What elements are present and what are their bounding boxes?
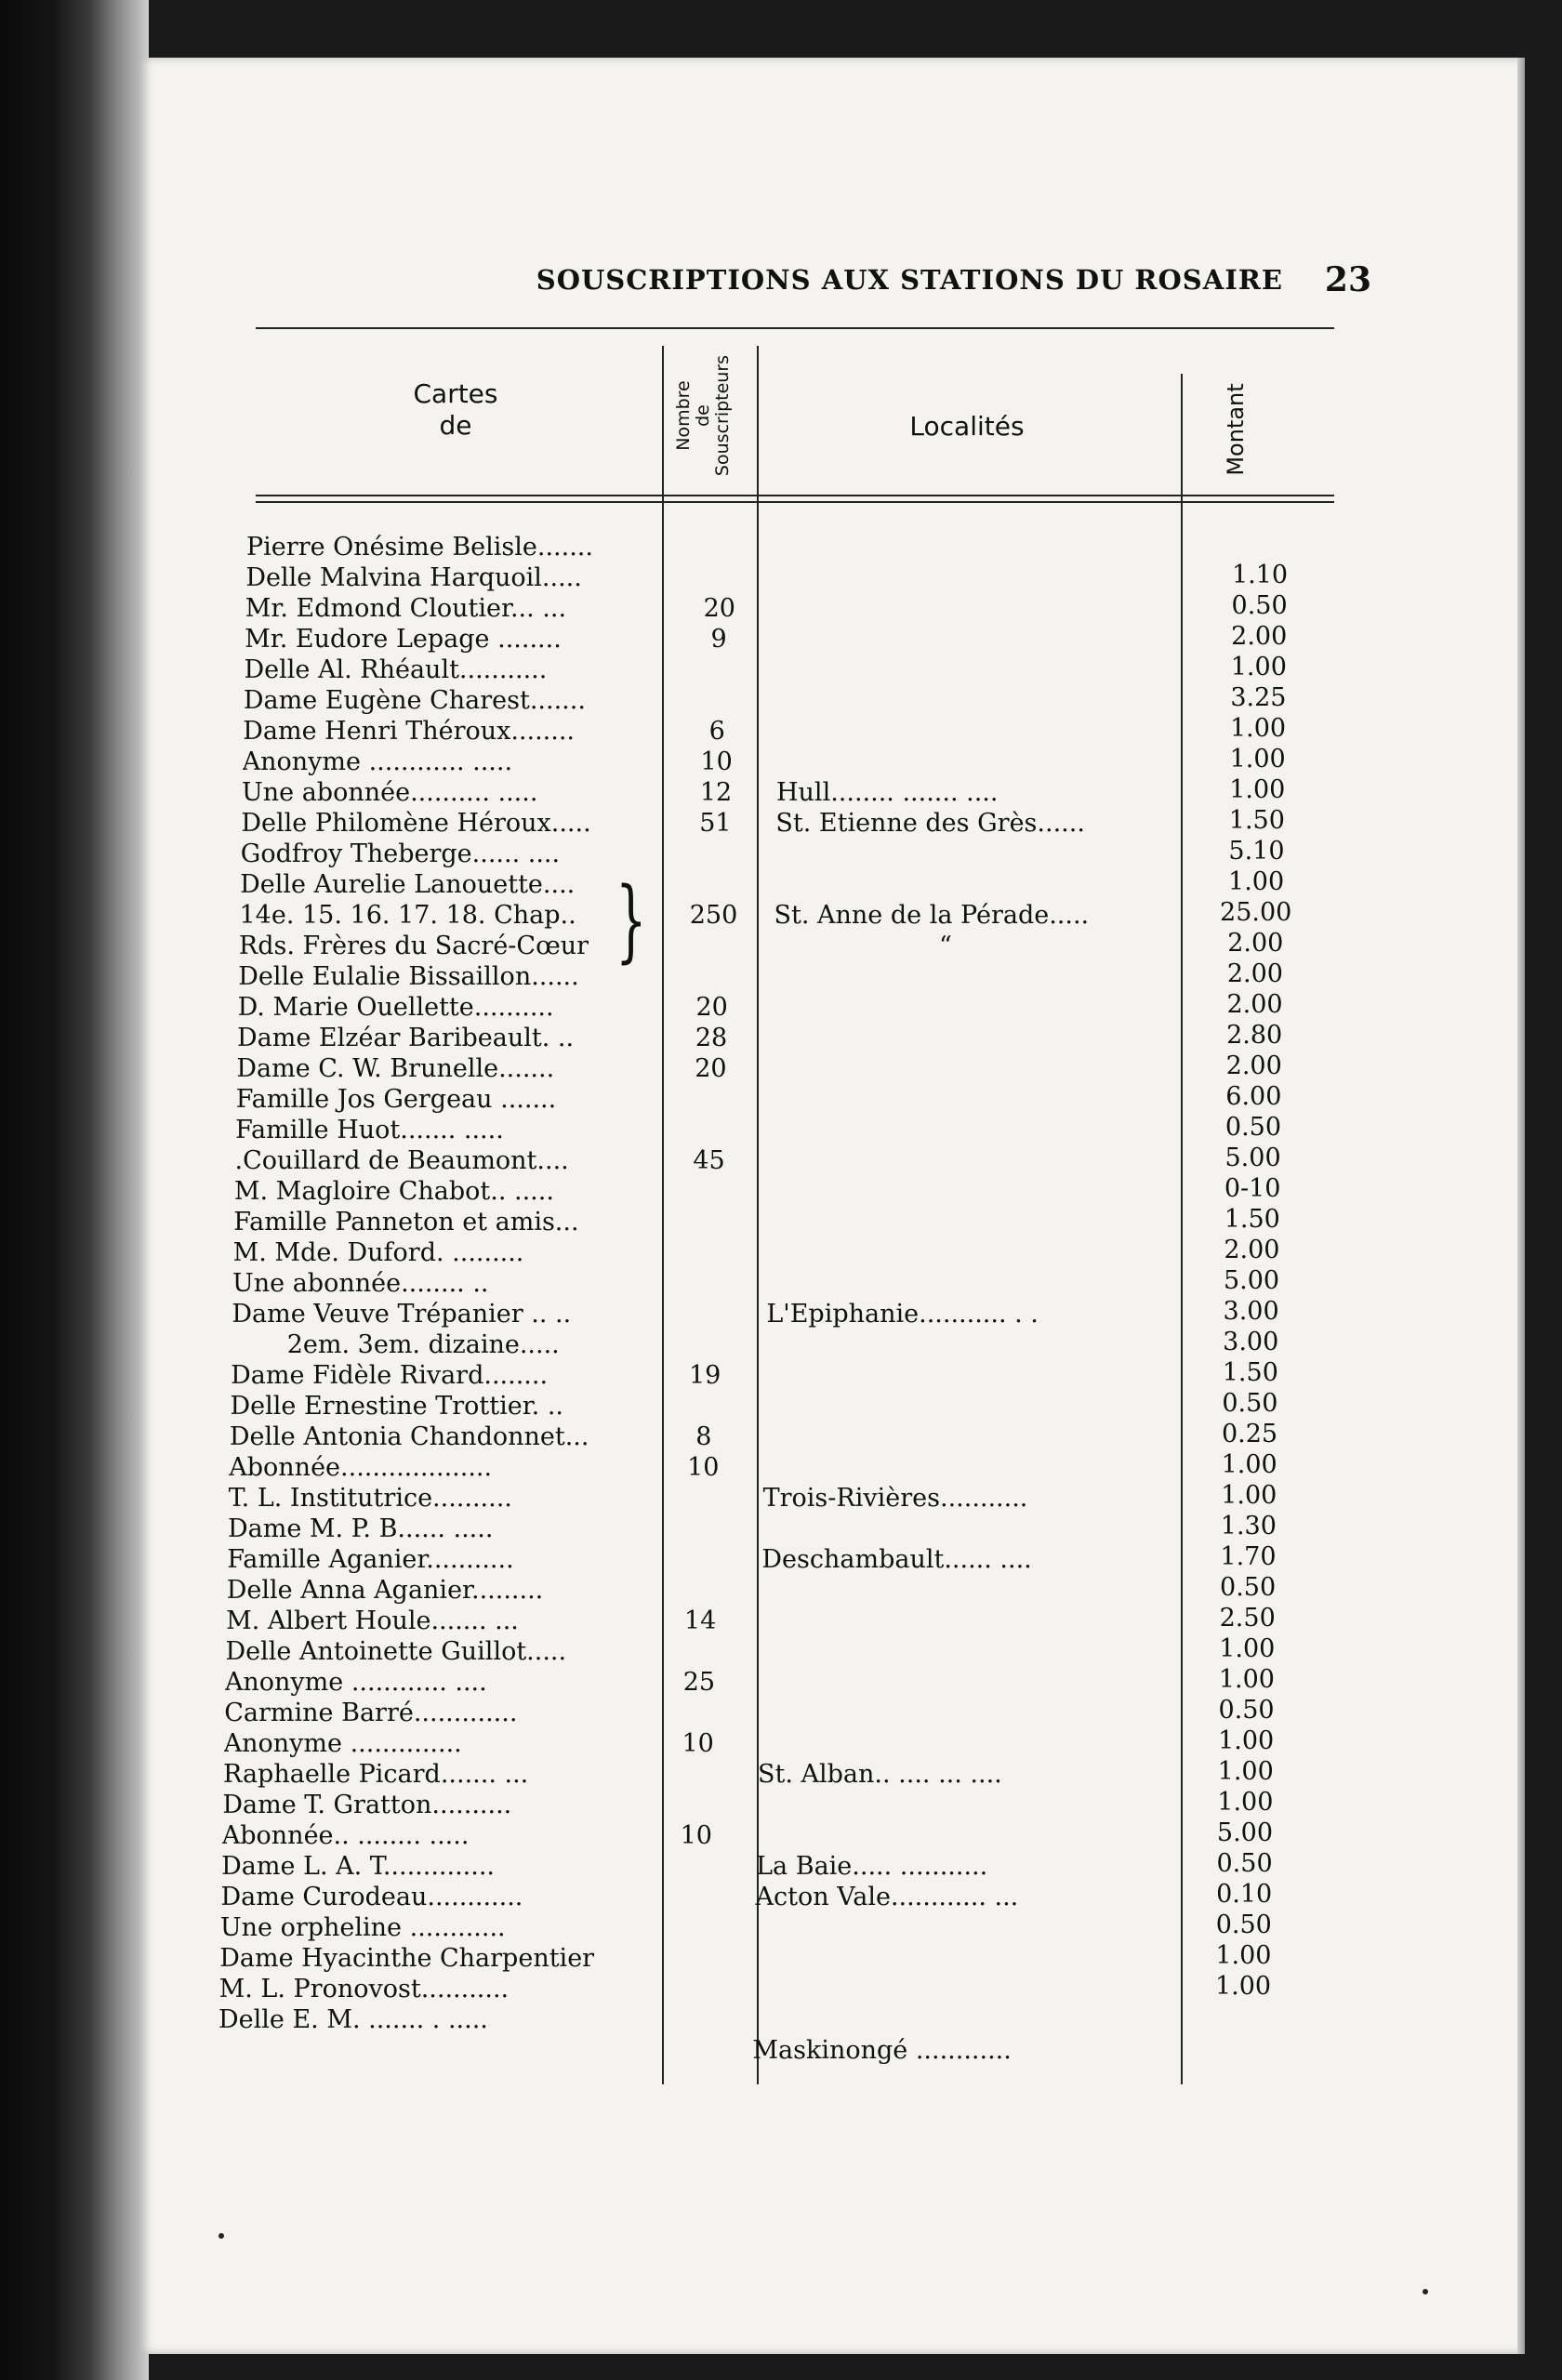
subscriber-count: 10: [687, 1453, 720, 1482]
montant-row: [139, 682, 1525, 713]
subscriber-name: Delle Anna Aganier.........: [226, 1576, 544, 1605]
montant-value: 2.00: [1226, 990, 1283, 1019]
montant-row: [139, 1940, 1525, 1971]
montant-row: [139, 1971, 1525, 2002]
subscriber-name: Dame Fidèle Rivard........: [231, 1361, 549, 1390]
montant-row: [139, 713, 1525, 744]
montant-value: 0.50: [1216, 1849, 1273, 1878]
subscriber-name: Delle Philomène Héroux.....: [241, 809, 591, 838]
subscriber-name: Delle Ernestine Trottier. ..: [230, 1392, 563, 1421]
locality: Maskinongé ............: [752, 2036, 1012, 2065]
locality: Acton Vale............ ...: [755, 1883, 1019, 1911]
montant-value: 5.00: [1223, 1266, 1280, 1295]
montant-row: [139, 1695, 1525, 1726]
subscriber-name: Delle Antoinette Guillot.....: [225, 1637, 567, 1666]
locality: St. Alban.. .... ... ....: [758, 1760, 1002, 1789]
montant-value: 2.00: [1226, 959, 1283, 988]
subscriber-name: Dame L. A. T..............: [221, 1852, 495, 1881]
montant-value: 1.50: [1224, 1205, 1280, 1234]
montant-row: [139, 1480, 1525, 1511]
montant-value: 0.50: [1224, 1113, 1282, 1142]
subscriber-count: 8: [695, 1422, 712, 1451]
montant-row: [139, 1143, 1525, 1173]
subscriber-name: Dame M. P. B...... .....: [228, 1514, 494, 1543]
scan-speck: [218, 2233, 224, 2239]
subscriber-count: 20: [695, 1054, 727, 1083]
table-head-rule: [256, 495, 1334, 503]
subscriber-name: Famille Huot....... .....: [235, 1116, 504, 1144]
locality: St. Etienne des Grès......: [775, 809, 1085, 838]
subscriber-name: Dame C. W. Brunelle.......: [236, 1054, 555, 1083]
subscriber-name: Famille Panneton et amis...: [233, 1208, 579, 1236]
subscriber-name: Une orpheline ............: [219, 1913, 506, 1942]
montant-value: 25.00: [1220, 898, 1292, 927]
montant-row: [139, 1419, 1525, 1449]
montant-value: 1.30: [1220, 1512, 1277, 1540]
montant-value: 0-10: [1224, 1174, 1281, 1203]
subscriber-count: 6: [708, 717, 725, 746]
subscriber-name: Dame Hyacinthe Charpentier: [219, 1944, 595, 1973]
subscriber-name: 14e. 15. 16. 17. 18. Chap..: [239, 901, 576, 930]
montant-value: 1.00: [1214, 1972, 1272, 2001]
montant-value: 1.50: [1222, 1358, 1278, 1387]
montant-row: [139, 1818, 1525, 1848]
montant-row: [139, 989, 1525, 1020]
montant-row: [139, 1327, 1525, 1357]
montant-row: [139, 1296, 1525, 1327]
table-row: [139, 2004, 1525, 2035]
montant-value: 0.50: [1218, 1696, 1275, 1725]
montant-row: [139, 652, 1525, 682]
subscriber-name: M. Magloire Chabot.. .....: [233, 1177, 554, 1206]
montant-row: [139, 1357, 1525, 1388]
montant-row: [139, 744, 1525, 774]
subscriber-name: Une abonnée........ ..: [232, 1269, 489, 1298]
montant-value: 0.25: [1221, 1420, 1278, 1448]
subscriber-name: M. Mde. Duford. .........: [232, 1238, 524, 1267]
subscriber-name: Dame T. Gratton..........: [222, 1791, 512, 1819]
montant-row: [139, 1726, 1525, 1756]
montant-row: [139, 836, 1525, 866]
montant-row: [139, 1235, 1525, 1265]
montant-row: [139, 1173, 1525, 1204]
locality: La Baie..... ...........: [756, 1852, 988, 1881]
subscriber-count: 12: [699, 778, 733, 807]
montant-row: [139, 1633, 1525, 1664]
montant-row: [139, 1603, 1525, 1633]
subscriber-name: Carmine Barré.............: [224, 1699, 518, 1727]
montant-row: [139, 805, 1525, 836]
montant-row: [139, 1265, 1525, 1296]
subscriber-count: 25: [682, 1668, 716, 1697]
subscriber-count: 10: [700, 747, 733, 776]
montant-value: 6.00: [1225, 1082, 1282, 1111]
montant-value: 1.00: [1230, 653, 1287, 681]
header-cartes-line1: Cartes: [413, 378, 498, 409]
montant-value: 2.00: [1231, 622, 1288, 651]
montant-row: [139, 1449, 1525, 1480]
subscriber-name: Une abonnée.......... .....: [242, 778, 538, 807]
montant-value: 3.25: [1230, 683, 1287, 712]
header-localites: Localités: [909, 411, 1025, 442]
header-nombre-line1: Nombre: [673, 380, 694, 451]
subscriber-name: Dame Elzéar Baribeault. ..: [237, 1024, 575, 1052]
montant-row: [139, 1051, 1525, 1081]
subscriber-name: Dame Eugène Charest.......: [243, 686, 586, 715]
locality: L'Epiphanie........... . .: [766, 1300, 1039, 1329]
subscriber-name: Famille Jos Gergeau .......: [235, 1085, 557, 1114]
montant-row: [139, 1572, 1525, 1603]
scan-background-left: [0, 0, 149, 2380]
montant-value: 1.00: [1215, 1941, 1272, 1970]
montant-value: 1.00: [1229, 714, 1287, 743]
locality: Deschambault...... ....: [761, 1545, 1032, 1574]
subscriber-name: Dame Curodeau............: [220, 1883, 523, 1911]
montant-value: 1.00: [1218, 1726, 1275, 1755]
montant-value: 1.00: [1221, 1450, 1277, 1479]
page-number: 23: [1324, 260, 1371, 299]
table-top-rule: [256, 327, 1334, 329]
locality: St. Anne de la Pérade.....: [774, 901, 1090, 930]
montant-value: 1.00: [1229, 775, 1286, 804]
header-cartes-line2: de: [439, 410, 472, 441]
subscriber-name: Rds. Frères du Sacré-Cœur: [238, 932, 589, 960]
subscriber-count: 10: [682, 1729, 714, 1758]
montant-value: 5.10: [1228, 837, 1285, 866]
montant-value: 5.00: [1216, 1818, 1274, 1847]
montant-value: 1.00: [1228, 867, 1285, 896]
montant-row: [139, 774, 1525, 805]
subscriber-name: Abonnée...................: [229, 1453, 493, 1482]
montant-value: 2.00: [1225, 1051, 1282, 1080]
montant-value: 1.00: [1218, 1665, 1275, 1694]
subscriber-count: 51: [699, 809, 732, 838]
subscriber-count: 14: [683, 1606, 717, 1635]
subscriber-name: Godfroy Theberge...... ....: [240, 840, 561, 868]
subscriber-count: 9: [710, 625, 727, 654]
montant-value: 1.00: [1217, 1788, 1274, 1817]
subscriber-name: Mr. Eudore Lepage ........: [245, 625, 562, 654]
subscriber-count: 10: [680, 1821, 712, 1850]
subscriber-name: T. L. Institutrice..........: [228, 1484, 512, 1513]
book-page: [139, 58, 1525, 2354]
montant-row: [139, 897, 1525, 928]
montant-value: 3.00: [1223, 1328, 1279, 1356]
brace-symbol: }: [616, 868, 647, 972]
subscriber-name: Famille Aganier...........: [227, 1545, 514, 1574]
subscriber-name: M. Albert Houle....... ...: [226, 1606, 519, 1635]
montant-value: 2.50: [1219, 1604, 1276, 1633]
subscriber-name: Dame Veuve Trépanier .. ..: [232, 1300, 572, 1329]
montant-value: 0.50: [1222, 1389, 1278, 1418]
montant-value: 1.00: [1221, 1481, 1277, 1510]
montant-row: [139, 1020, 1525, 1051]
subscriber-name: 2em. 3em. dizaine.....: [286, 1330, 560, 1359]
montant-row: [139, 1879, 1525, 1910]
subscriber-name: D. Marie Ouellette..........: [237, 993, 554, 1022]
subscriber-name: Delle E. M. ....... . .....: [218, 2005, 488, 2034]
montant-row: [139, 959, 1525, 989]
montant-value: 1.10: [1231, 561, 1289, 589]
subscriber-name: Raphaelle Picard....... ...: [223, 1760, 529, 1789]
montant-value: 0.10: [1216, 1880, 1273, 1909]
subscriber-name: Delle Al. Rhéault...........: [244, 655, 548, 684]
montant-value: 1.00: [1219, 1634, 1276, 1663]
montant-value: 5.00: [1224, 1144, 1281, 1172]
montant-value: 1.00: [1217, 1757, 1274, 1786]
subscriber-count: 20: [695, 993, 728, 1022]
montant-value: 0.50: [1231, 591, 1288, 620]
header-nombre-line3: Souscripteurs: [712, 354, 733, 477]
montant-row: [139, 1388, 1525, 1419]
subscriber-name: M. L. Pronovost...........: [218, 1975, 510, 2003]
locality: Trois-Rivières...........: [762, 1484, 1028, 1513]
montant-row: [139, 1848, 1525, 1879]
subscriber-count: 19: [688, 1361, 721, 1390]
subscriber-name: Delle Malvina Harquoil.....: [245, 563, 582, 592]
header-cartes: [390, 378, 521, 442]
header-montant: Montant: [1223, 383, 1249, 476]
montant-row: [139, 560, 1525, 590]
montant-value: 0.50: [1215, 1911, 1272, 1939]
montant-row: [139, 590, 1525, 621]
subscriber-name: Dame Henri Théroux........: [243, 717, 576, 746]
montant-row: [139, 1910, 1525, 1940]
subscriber-count: 28: [695, 1024, 728, 1052]
montant-value: 3.00: [1223, 1297, 1279, 1326]
montant-value: 1.50: [1228, 806, 1285, 835]
montant-row: [139, 1204, 1525, 1235]
montant-row: [139, 1787, 1525, 1818]
subscriber-name: Delle Antonia Chandonnet...: [229, 1422, 589, 1451]
scan-speck: [1423, 2289, 1428, 2294]
header-nombre-souscripteurs: [674, 341, 758, 490]
montant-value: 2.00: [1224, 1236, 1280, 1264]
subscriber-count: 20: [703, 594, 735, 623]
montant-row: [139, 1664, 1525, 1695]
subscriber-name: Anonyme ..............: [223, 1729, 462, 1758]
subscriber-name: Delle Eulalie Bissaillon......: [238, 962, 579, 991]
montant-row: [139, 1541, 1525, 1572]
locality: Hull........ ....... ....: [776, 778, 999, 807]
subscriber-name: .Couillard de Beaumont....: [234, 1146, 569, 1175]
running-head: SOUSCRIPTIONS AUX STATIONS DU ROSAIRE: [536, 264, 1283, 296]
table-row: [139, 532, 1525, 562]
montant-row: [139, 1756, 1525, 1787]
montant-value: 2.80: [1226, 1021, 1283, 1050]
subscriber-count: 250: [689, 901, 738, 930]
montant-row: [139, 1081, 1525, 1112]
montant-row: [139, 1511, 1525, 1541]
subscriber-name: Mr. Edmond Cloutier... ...: [245, 594, 567, 623]
montant-value: 2.00: [1227, 929, 1284, 958]
locality: “: [939, 932, 952, 960]
montant-row: [139, 1112, 1525, 1143]
header-nombre-line2: de: [693, 404, 713, 427]
subscriber-name: Pierre Onésime Belisle.......: [246, 533, 593, 562]
montant-row: [139, 928, 1525, 959]
montant-value: 1.00: [1229, 745, 1286, 774]
subscriber-name: Anonyme ............ .....: [242, 747, 513, 776]
montant-value: 1.70: [1220, 1542, 1277, 1571]
montant-value: 0.50: [1220, 1573, 1277, 1602]
subscriber-name: Anonyme ............ ....: [224, 1668, 487, 1697]
subscriber-count: 45: [693, 1146, 725, 1175]
montant-row: [139, 621, 1525, 652]
subscriber-name: Delle Aurelie Lanouette....: [240, 870, 576, 899]
subscriber-name: Abonnée.. ........ .....: [221, 1821, 470, 1850]
montant-row: [139, 866, 1525, 897]
